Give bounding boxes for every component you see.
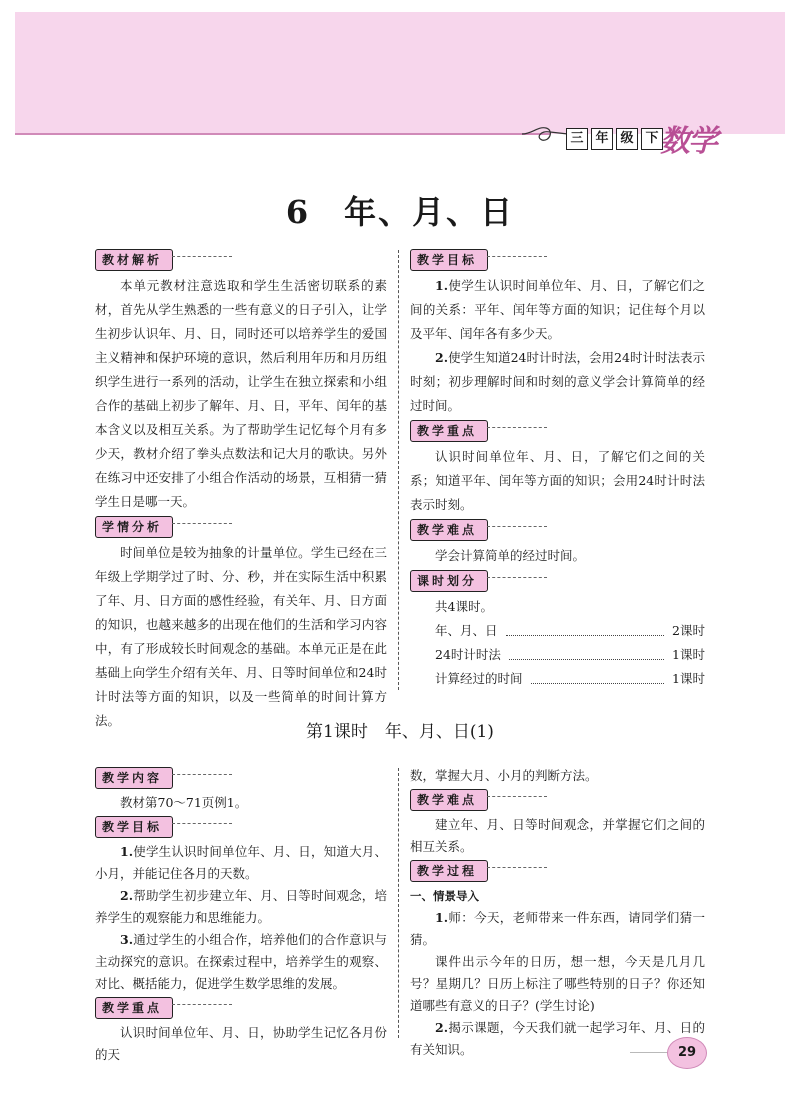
grade-char: 年 [591,128,613,150]
paragraph: 建立年、月、日等时间观念，并掌握它们之间的相互关系。 [410,817,705,854]
section-tag: 教学重点 [95,997,173,1019]
paragraph: 本单元教材注意选取和学生生活密切联系的素材，首先从学生熟悉的一些有意义的日子引入，让学生初步认识年、月、日，同时还可以培养学生的爱国主义精神和保护环境的意识，然后利用年历和月历组织学生进行一系列的活动，让学生在独立探索和小组合作的基础上初步了解年、月、日，平年、闰年的基本含义以及相互关系。为了帮助学生记忆每个月有多少天，教材介绍了拳头点数法和记大月的歌诀。另外在练习中还安排了小组合作活动的场景，互相猜一猜学生日是哪一天。 [95,278,387,509]
lesson-right-column [410,765,705,1061]
section-tag: 教学目标 [95,816,173,838]
section-tag: 教学内容 [95,767,173,789]
plan-row: 24时计时法 1课时 [435,643,705,667]
paragraph: 时间单位是较为抽象的计量单位。学生已经在三年级上学期学过了时、分、秒，并在实际生活中积累了年、月、日方面的感性经验，有关年、月、日方面的知识，也越来越多的出现在他们的生活和学习内容中，有了形成较长时间观念的基础。本单元正是在此基础上向学生介绍有关年、月、日等时间单位和24时计时法等方面的知识，以及一些简单的时间计算方法。 [95,545,387,728]
decorative-swirl-icon [520,118,570,148]
unit-right-column [410,247,705,691]
section-tag: 教学过程 [410,860,488,882]
plan-row: 年、月、日 2课时 [435,619,705,643]
grade-char: 三 [566,128,588,150]
section-tag: 教学目标 [410,249,488,271]
section-heading: 一、情景导入 [410,889,479,903]
plan-intro: 共4课时。 [435,599,493,614]
header-rule [15,133,550,135]
page-number: 29 [667,1037,707,1069]
paragraph: 教材第70～71页例1。 [120,795,248,810]
column-separator [398,250,399,690]
grade-char: 级 [616,128,638,150]
step-item: 1.师：今天，老师带来一件东西，请同学们猜一猜。 [410,910,705,947]
paragraph: 课件出示今年的日历，想一想，今天是几月几号？星期几？日历上标注了哪些特别的日子？你还知道哪些有意义的日子？(学生讨论) [410,954,705,1013]
unit-left-column [95,247,387,733]
paragraph: 认识时间单位年、月、日，协助学生记忆各月份的天 [95,1025,387,1062]
lesson-left-column [95,765,387,1066]
goal-item: 1.使学生认识时间单位年、月、日，知道大月、小月，并能记住各月的天数。 [95,844,387,881]
column-separator [398,768,399,1038]
section-tag: 教学难点 [410,519,488,541]
paragraph: 数，掌握大月、小月的判断方法。 [410,768,598,783]
page-number-rule [630,1052,668,1053]
section-tag: 教材解析 [95,249,173,271]
paragraph: 认识时间单位年、月、日，了解它们之间的关系；知道平年、闰年等方面的知识；会用24时计时法表示时刻。 [410,449,705,512]
plan-row: 计算经过的时间 1课时 [435,667,705,691]
goal-item: 2.使学生知道24时计时法，会用24时计时法表示时刻；初步理解时间和时刻的意义学会计算简单的经过时间。 [410,350,705,413]
section-tag: 教学重点 [410,420,488,442]
grade-char: 下 [641,128,663,150]
lesson-title: 第1课时 年、月、日(1) [306,722,494,742]
goal-item: 1.使学生认识时间单位年、月、日，了解它们之间的关系：平年、闰年等方面的知识；记住每个月以及平年、闰年各有多少天。 [410,278,705,341]
goal-item: 2.帮助学生初步建立年、月、日等时间观念，培养学生的观察能力和思维能力。 [95,888,387,925]
grade-label [566,128,663,150]
step-item: 2.揭示课题，今天我们就一起学习年、月、日的有关知识。 [410,1020,705,1057]
unit-title: 6 年、月、日 [285,193,515,231]
section-tag: 学情分析 [95,516,173,538]
subject-title: 数学 [660,124,716,159]
goal-item: 3.通过学生的小组合作，培养他们的合作意识与主动探究的意识。在探索过程中，培养学生的观察、对比、概括能力，促进学生数学思维的发展。 [95,932,387,991]
paragraph: 学会计算简单的经过时间。 [435,548,586,563]
section-tag: 课时划分 [410,570,488,592]
section-tag: 教学难点 [410,789,488,811]
